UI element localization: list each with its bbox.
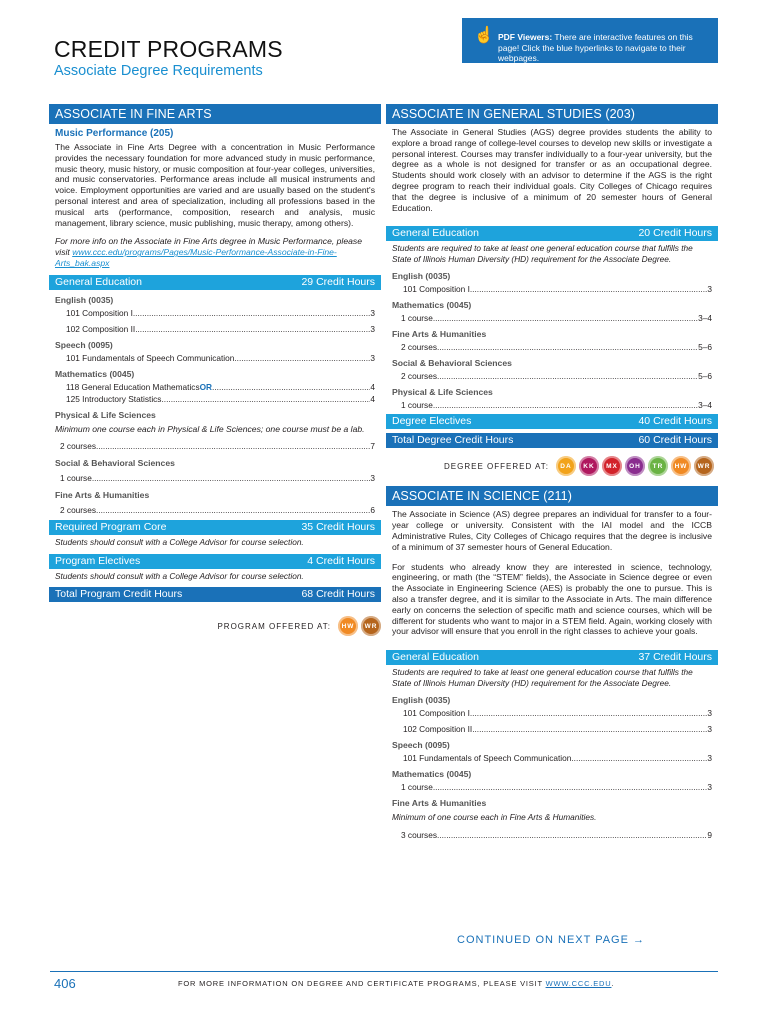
electives-bar <box>49 554 381 569</box>
gen-ed-hours: 20 Credit Hours <box>638 227 712 240</box>
course-hours: 4 <box>370 381 375 392</box>
page-number: 406 <box>54 976 76 991</box>
course-line <box>49 472 381 484</box>
course-line <box>386 341 718 353</box>
science-description-1: The Associate in Science (AS) degree prepares an individual for transfer to a four-year college or university. Consistent with the IAI model and the ICCB Administrative Rules, City Colleges of Chicago requires that the degree is inclusive of a minimum of 37 semester hours of General Education. <box>392 509 712 552</box>
category-arts: Fine Arts & Humanities <box>392 798 487 809</box>
course-label: 2 courses <box>401 342 437 353</box>
course-label: 102 Composition II <box>403 724 473 735</box>
pdf-viewer-notice <box>462 18 718 63</box>
category-arts: Fine Arts & Humanities <box>392 329 487 340</box>
course-line <box>49 307 381 319</box>
course-hours: 3 <box>370 352 375 363</box>
campus-badge-wr[interactable]: WR <box>694 456 714 476</box>
course-line <box>49 504 381 516</box>
course-line <box>386 723 718 735</box>
course-hours: 5–6 <box>698 342 712 353</box>
gen-ed-bar <box>49 275 381 290</box>
more-info-text <box>49 236 381 268</box>
course-line <box>386 752 718 764</box>
pdf-notice-text: There are interactive features on this page! Click the blue hyperlinks to navigate to their webpages. <box>498 32 693 63</box>
science-heading: ASSOCIATE IN SCIENCE (211) <box>386 486 718 506</box>
arts-note: Minimum of one course each in Fine Arts & Humanities. <box>392 812 597 823</box>
category-english: English (0035) <box>392 695 451 706</box>
course-line <box>386 781 718 793</box>
course-hours: 4 <box>370 393 375 404</box>
more-info-link[interactable]: www.ccc.edu/programs/Pages/Music-Performance-Associate-in-Fine-Arts_bak.aspx <box>55 247 337 268</box>
electives-hours: 4 Credit Hours <box>307 554 375 567</box>
general-studies-description: The Associate in General Studies (AGS) degree provides students the ability to explore a broad range of college-level courses to develop new skills or investigate a personal interest. Courses may transfer individually to a four-year university, but the degree as a whole is not designed for transfer or as an occupational degree. Students should work closely with an advisor to determine if the AGS is the right degree program to reach their individual goals. City Colleges of Chicago requires that the degree is inclusive of a minimum of 20 semester hours of General Education. <box>392 127 712 213</box>
gen-ed-note: Students are required to take at least one general education course that fulfills the State of Illinois Human Diversity (HD) requirement for the Associate Degree. <box>392 667 693 688</box>
offered-label: PROGRAM OFFERED AT: <box>217 621 331 631</box>
campus-badge-da[interactable]: DA <box>556 456 576 476</box>
degree-electives-bar <box>386 414 718 429</box>
total-hours: 68 Credit Hours <box>301 588 375 601</box>
course-label: 1 course <box>401 313 433 324</box>
total-hours: 60 Credit Hours <box>638 434 712 447</box>
total-label: Total Degree Credit Hours <box>392 434 514 447</box>
program-name: Music Performance (205) <box>55 128 174 139</box>
course-label: 3 courses <box>401 829 437 840</box>
offered-label: DEGREE OFFERED AT: <box>444 461 549 471</box>
touch-icon: ☝ <box>474 27 494 44</box>
general-studies-heading: ASSOCIATE IN GENERAL STUDIES (203) <box>386 104 718 124</box>
course-label: 1 course <box>60 473 92 484</box>
course-line <box>386 829 718 841</box>
course-line <box>49 393 381 405</box>
category-speech: Speech (0095) <box>55 339 113 350</box>
gen-ed-hours: 29 Credit Hours <box>301 275 375 288</box>
course-line <box>49 352 381 364</box>
course-hours: 3 <box>707 708 712 719</box>
page-title: CREDIT PROGRAMS <box>54 36 283 62</box>
gen-ed-label: General Education <box>392 227 479 240</box>
course-hours: 6 <box>370 505 375 516</box>
course-label: 101 Fundamentals of Speech Communication <box>403 753 572 764</box>
general-studies-column <box>386 104 718 841</box>
course-hours: 3–4 <box>698 400 712 411</box>
footer-divider <box>50 971 718 972</box>
electives-note: Students should consult with a College Advisor for course selection. <box>55 570 304 581</box>
total-label: Total Program Credit Hours <box>55 588 183 601</box>
course-label: 125 Introductory Statistics <box>66 393 162 404</box>
pdf-notice-bold: PDF Viewers: <box>498 32 553 42</box>
course-line <box>386 399 718 411</box>
continued-next-page: CONTINUED ON NEXT PAGE → <box>457 934 646 946</box>
gen-ed-bar <box>386 226 718 241</box>
course-line <box>386 283 718 295</box>
campus-badges <box>335 616 381 636</box>
category-social: Social & Behavioral Sciences <box>392 358 512 369</box>
or-label: OR <box>199 381 213 392</box>
fine-arts-column <box>49 104 381 636</box>
science-description-2: For students who already know they are interested in science, technology, engineering, or math (the “STEM” fields), the Associate in Science degree or even the Associate in Engineering Science (AES) is probably the one to pursue. This is also a transfer degree, and it is similar to the Associate in Arts. The main difference early on concerns the selection of specific math and science courses, which will be different for students who want to major in a STEM field. Again, working closely with your advisor will ensure that you enroll in the right classes to achieve your goals. <box>392 561 712 637</box>
course-hours: 3 <box>707 724 712 735</box>
course-line <box>386 312 718 324</box>
gen-ed-bar <box>386 650 718 665</box>
electives-label: Degree Electives <box>392 415 472 428</box>
footer-label: FOR MORE INFORMATION ON DEGREE AND CERTIFICATE PROGRAMS, PLEASE VISIT <box>178 979 546 988</box>
core-hours: 35 Credit Hours <box>301 521 375 534</box>
campus-badge-hw[interactable]: HW <box>338 616 358 636</box>
footer-text <box>178 979 614 988</box>
program-offered <box>49 616 381 636</box>
gen-ed-label: General Education <box>392 651 479 664</box>
course-hours: 3 <box>707 753 712 764</box>
category-english: English (0035) <box>55 294 114 305</box>
course-line <box>386 370 718 382</box>
total-bar <box>49 587 381 602</box>
category-math: Mathematics (0045) <box>392 769 472 780</box>
course-line <box>49 381 381 393</box>
campus-badge-hw[interactable]: HW <box>671 456 691 476</box>
campus-badge-mx[interactable]: MX <box>602 456 622 476</box>
degree-offered <box>386 456 714 476</box>
fine-arts-heading: ASSOCIATE IN FINE ARTS <box>49 104 381 124</box>
physical-note: Minimum one course each in Physical & Life Sciences; one course must be a lab. <box>55 423 365 434</box>
course-hours: 3–4 <box>698 313 712 324</box>
footer-link[interactable]: WWW.CCC.EDU <box>545 979 612 988</box>
course-label: 1 course <box>401 782 433 793</box>
category-math: Mathematics (0045) <box>392 300 472 311</box>
course-line <box>49 440 381 452</box>
course-hours: 5–6 <box>698 371 712 382</box>
course-hours: 3 <box>370 473 375 484</box>
electives-hours: 40 Credit Hours <box>638 415 712 428</box>
course-label: 118 General Education Mathematics <box>66 381 200 392</box>
gen-ed-hours: 37 Credit Hours <box>638 651 712 664</box>
core-bar <box>49 520 381 535</box>
category-speech: Speech (0095) <box>392 740 450 751</box>
campus-badge-wr[interactable]: WR <box>361 616 381 636</box>
campus-badges <box>553 456 714 476</box>
course-label: 101 Fundamentals of Speech Communication <box>66 352 235 363</box>
gen-ed-note: Students are required to take at least one general education course that fulfills the State of Illinois Human Diversity (HD) requirement for the Associate Degree. <box>392 243 693 264</box>
course-label: 2 courses <box>401 371 437 382</box>
course-hours: 3 <box>370 323 375 334</box>
course-line <box>386 707 718 719</box>
core-note: Students should consult with a College Advisor for course selection. <box>55 537 304 548</box>
course-hours: 7 <box>370 441 375 452</box>
category-arts: Fine Arts & Humanities <box>55 490 150 501</box>
fine-arts-description: The Associate in Fine Arts Degree with a concentration in Music Performance provides the necessary foundation for more advanced study in music performance, music theory, music history, or music composition at four-year colleges, universities, and music conservatories. Performance areas include all musical instruments and voice. Employment opportunities are varied and are usually based on the student's personal interest and area of specialization, including all professions based in the musical arts (performance, composition, research and analysis, music management, library science, music publishing, music therapy, among others). <box>55 142 375 228</box>
footer-tail: . <box>611 979 615 988</box>
course-label: 1 course <box>401 400 433 411</box>
course-label: 102 Composition II <box>66 323 136 334</box>
course-line <box>49 323 381 335</box>
course-hours: 3 <box>707 782 712 793</box>
gen-ed-label: General Education <box>55 275 142 288</box>
electives-label: Program Electives <box>55 554 141 567</box>
course-label: 101 Composition I <box>403 708 470 719</box>
course-hours: 3 <box>370 307 375 318</box>
campus-badge-oh[interactable]: OH <box>625 456 645 476</box>
category-physical: Physical & Life Sciences <box>55 409 156 420</box>
page-subtitle: Associate Degree Requirements <box>54 63 263 79</box>
course-label: 2 courses <box>60 441 96 452</box>
total-bar <box>386 433 718 448</box>
course-label: 101 Composition I <box>403 284 470 295</box>
course-label: 2 courses <box>60 505 96 516</box>
more-info-label: For more info on the Associate in Fine Arts degree in Music Performance, please visit <box>55 236 362 258</box>
core-label: Required Program Core <box>55 521 167 534</box>
course-label: 101 Composition I <box>66 307 133 318</box>
course-hours: 9 <box>707 829 712 840</box>
course-hours: 3 <box>707 284 712 295</box>
category-social: Social & Behavioral Sciences <box>55 458 175 469</box>
category-english: English (0035) <box>392 271 451 282</box>
campus-badge-tr[interactable]: TR <box>648 456 668 476</box>
category-physical: Physical & Life Sciences <box>392 387 493 398</box>
campus-badge-kk[interactable]: KK <box>579 456 599 476</box>
category-math: Mathematics (0045) <box>55 368 135 379</box>
